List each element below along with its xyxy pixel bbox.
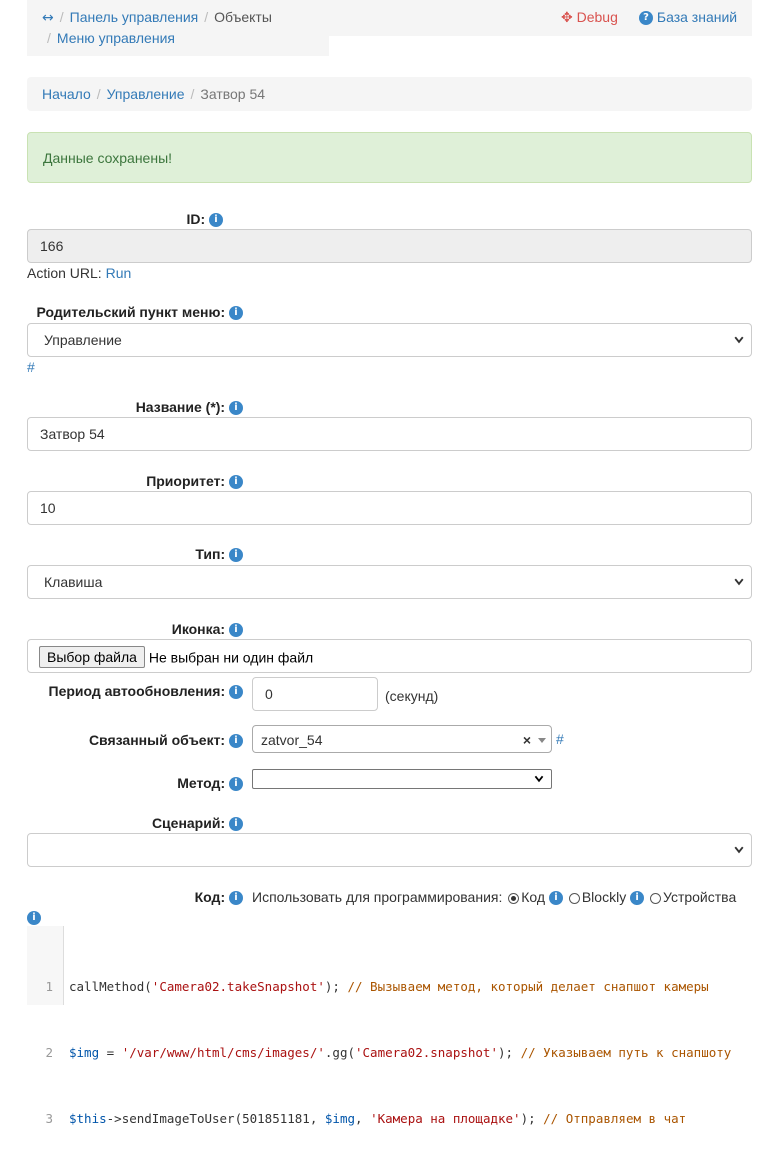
method-select[interactable] <box>252 769 552 789</box>
scenario-select[interactable] <box>27 833 752 867</box>
parent-label: Родительский пункт меню: i <box>37 304 243 320</box>
success-alert <box>27 132 752 183</box>
info-icon[interactable]: i <box>229 777 243 791</box>
crumb-control-menu[interactable]: Меню управления <box>56 30 175 46</box>
info-icon[interactable]: i <box>229 306 243 320</box>
code-mode-options <box>252 889 736 905</box>
debug-link[interactable] <box>561 9 618 26</box>
breadcrumb-items: Начало / Управление / Затвор 54 <box>42 86 266 102</box>
info-icon[interactable]: i <box>229 685 243 699</box>
code-line: 1 callMethod('Camera02.takeSnapshot'); // Вызываем метод, который делает снапшот камеры <box>45 979 709 994</box>
info-icon[interactable]: i <box>229 548 243 562</box>
id-label: ID: i <box>186 211 223 227</box>
priority-input[interactable] <box>27 491 752 525</box>
knowledge-base-label: База знаний <box>656 9 738 25</box>
knowledge-base-link[interactable] <box>639 9 737 25</box>
info-icon[interactable]: i <box>229 475 243 489</box>
use-for-label: Использовать для программирования: <box>252 889 503 905</box>
action-url-label: Action URL: <box>27 265 102 281</box>
code-lines <box>27 932 731 1174</box>
chevron-down-icon <box>733 566 745 598</box>
caret-down-icon <box>537 726 547 754</box>
breadcrumb-home[interactable]: Начало <box>42 86 91 102</box>
breadcrumb-current: Затвор 54 <box>200 86 266 102</box>
info-icon[interactable]: i <box>229 891 243 905</box>
info-icon[interactable]: i <box>549 891 563 905</box>
refresh-unit: (секунд) <box>385 688 439 704</box>
debug-label: Debug <box>576 9 618 25</box>
title-label: Название (*): i <box>136 399 243 415</box>
chevron-down-icon <box>533 770 545 788</box>
crumb-control-panel[interactable]: Панель управления <box>69 9 199 25</box>
linked-object-select[interactable] <box>252 725 552 753</box>
info-icon[interactable]: i <box>27 911 41 925</box>
linked-object-hash-link[interactable]: # <box>556 731 564 747</box>
type-select-value: Клавиша <box>44 574 103 590</box>
help-circle-icon: ? <box>639 11 653 25</box>
radio-blockly[interactable] <box>569 893 580 904</box>
linked-object-label: Связанный объект: i <box>89 732 243 748</box>
top-nav-crumbs-line2: / Меню управления <box>47 30 175 46</box>
title-value: Затвор 54 <box>40 426 105 442</box>
debug-icon: ✥ <box>561 10 573 26</box>
priority-label: Приоритет: i <box>146 473 243 489</box>
code-editor[interactable] <box>27 926 752 1126</box>
refresh-label: Период автообновления: i <box>49 683 244 699</box>
action-url <box>27 265 131 281</box>
alert-text: Данные сохранены! <box>43 150 173 166</box>
choose-file-button[interactable]: Выбор файла <box>39 646 145 668</box>
info-icon[interactable]: i <box>630 891 644 905</box>
radio-devices-label: Устройства <box>662 889 737 905</box>
file-status: Не выбран ни один файл <box>148 649 314 666</box>
refresh-value: 0 <box>265 686 273 702</box>
id-value: 166 <box>40 238 64 254</box>
run-link[interactable]: Run <box>105 265 132 281</box>
info-icon[interactable]: i <box>229 734 243 748</box>
code-line: 3 $this->sendImageToUser(501851181, $img, 'Камера на площадке'); // Отправляем в чат <box>45 1111 687 1126</box>
info-icon[interactable]: i <box>229 817 243 831</box>
scenario-label: Сценарий: i <box>152 815 243 831</box>
radio-devices[interactable] <box>650 893 661 904</box>
type-label: Тип: i <box>195 546 243 562</box>
radio-blockly-label: Blockly <box>581 889 627 905</box>
info-icon[interactable]: i <box>209 213 223 227</box>
refresh-input[interactable] <box>252 677 378 711</box>
id-field <box>27 229 752 263</box>
crumb-objects: Объекты <box>214 9 272 25</box>
type-select[interactable] <box>27 565 752 599</box>
parent-select-value: Управление <box>44 332 122 348</box>
code-info <box>27 909 41 925</box>
top-nav-crumbs: ↔ / Панель управления / Объекты <box>42 9 272 26</box>
breadcrumb-management[interactable]: Управление <box>106 86 185 102</box>
title-input[interactable] <box>27 417 752 451</box>
chevron-down-icon <box>733 834 745 866</box>
parent-hash-link[interactable]: # <box>27 359 35 375</box>
radio-code[interactable] <box>508 893 519 904</box>
icon-label: Иконка: i <box>172 621 243 637</box>
priority-value: 10 <box>40 500 56 516</box>
expand-icon[interactable]: ↔ <box>42 10 54 26</box>
chevron-down-icon <box>733 324 745 356</box>
parent-select[interactable] <box>27 323 752 357</box>
linked-object-value: zatvor_54 <box>261 732 323 748</box>
code-line: 2 $img = '/var/www/html/cms/images/'.gg('Camera02.snapshot'); // Указываем путь к снапшоту <box>45 1045 732 1060</box>
code-label: Код: i <box>195 889 243 905</box>
icon-file-field <box>27 639 752 673</box>
info-icon[interactable]: i <box>229 623 243 637</box>
radio-code-label: Код <box>521 889 546 905</box>
info-icon[interactable]: i <box>229 401 243 415</box>
method-label: Метод: i <box>177 775 243 791</box>
clear-icon[interactable]: × <box>522 732 531 748</box>
